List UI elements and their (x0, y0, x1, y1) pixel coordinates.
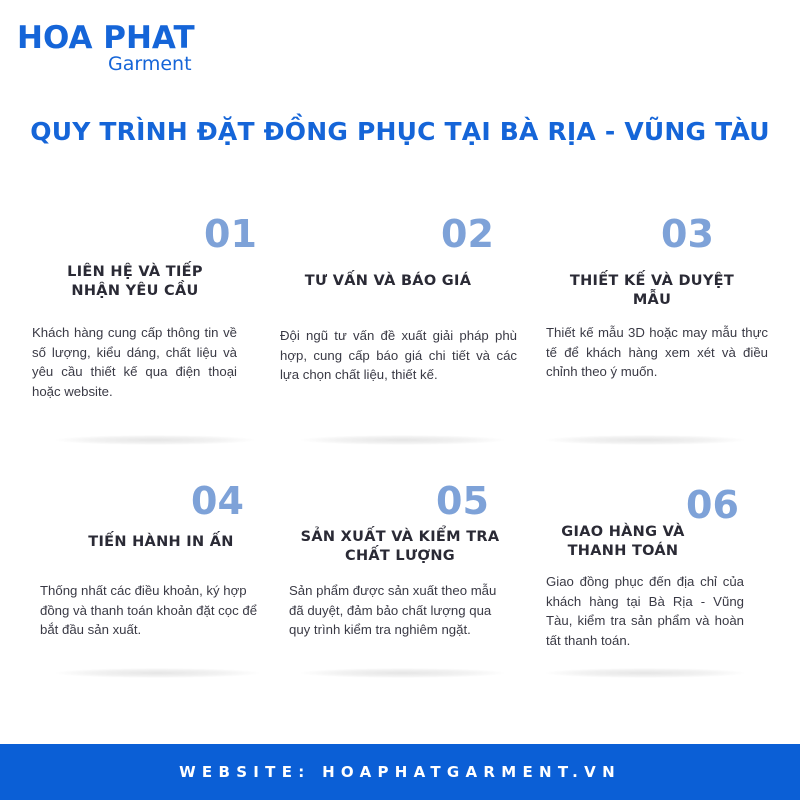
step-title: TIẾN HÀNH IN ẤN (88, 534, 234, 550)
footer-bar (0, 744, 800, 800)
card-shadow (545, 668, 745, 678)
step-number: 03 (661, 212, 714, 256)
step-description: Thiết kế mẫu 3D hoặc may mẫu thực tế để khách hàng xem xét và điều chỉnh theo ý muốn. (546, 325, 768, 379)
step-title: SẢN XUẤT VÀ KIỂM TRA CHẤT LƯỢNG (300, 529, 500, 564)
step-title: THIẾT KẾ VÀ DUYỆT MẪU (569, 273, 735, 308)
step-description: Thống nhất các điều khoản, ký hợp đồng và thanh toán khoản đặt cọc để bắt đầu sản xuất. (40, 583, 258, 637)
step-number: 02 (441, 212, 494, 256)
step-description: Đội ngũ tư vấn đề xuất giải pháp phù hợp, cung cấp báo giá chi tiết và các lựa chọn chất liệu, thiết kế. (280, 328, 517, 382)
card-shadow (300, 435, 505, 445)
step-number: 04 (191, 479, 244, 523)
step-number: 06 (686, 483, 739, 527)
step-number: 01 (204, 212, 257, 256)
card-shadow (300, 668, 505, 678)
step-description: Giao đồng phục đến địa chỉ của khách hàng tại Bà Rịa - Vũng Tàu, kiểm tra sản phẩm và hoàn tất thanh toán. (546, 574, 744, 648)
step-title: LIÊN HỆ VÀ TIẾP NHẬN YÊU CẦU (67, 264, 203, 299)
page-title: QUY TRÌNH ĐẶT ĐỒNG PHỤC TẠI BÀ RỊA - VŨNG TÀU (30, 117, 770, 146)
card-shadow (55, 435, 255, 445)
brand-name: HOA PHAT (17, 20, 195, 56)
website-link[interactable]: WEBSITE: HOAPHATGARMENT.VN (179, 763, 621, 781)
brand-logo (17, 20, 195, 75)
step-title: TƯ VẤN VÀ BÁO GIÁ (304, 273, 472, 289)
card-shadow (55, 668, 260, 678)
step-description: Sản phẩm được sản xuất theo mẫu đã duyệt, đảm bảo chất lượng qua quy trình kiểm tra nghiêm ngặt. (289, 583, 497, 637)
step-number: 05 (436, 479, 489, 523)
step-title: GIAO HÀNG VÀ THANH TOÁN (561, 524, 685, 559)
step-description: Khách hàng cung cấp thông tin về số lượng, kiểu dáng, chất liệu và yêu cầu thiết kế qua điện thoại hoặc website. (32, 325, 237, 399)
brand-subtitle: Garment (108, 53, 192, 75)
card-shadow (545, 435, 745, 445)
